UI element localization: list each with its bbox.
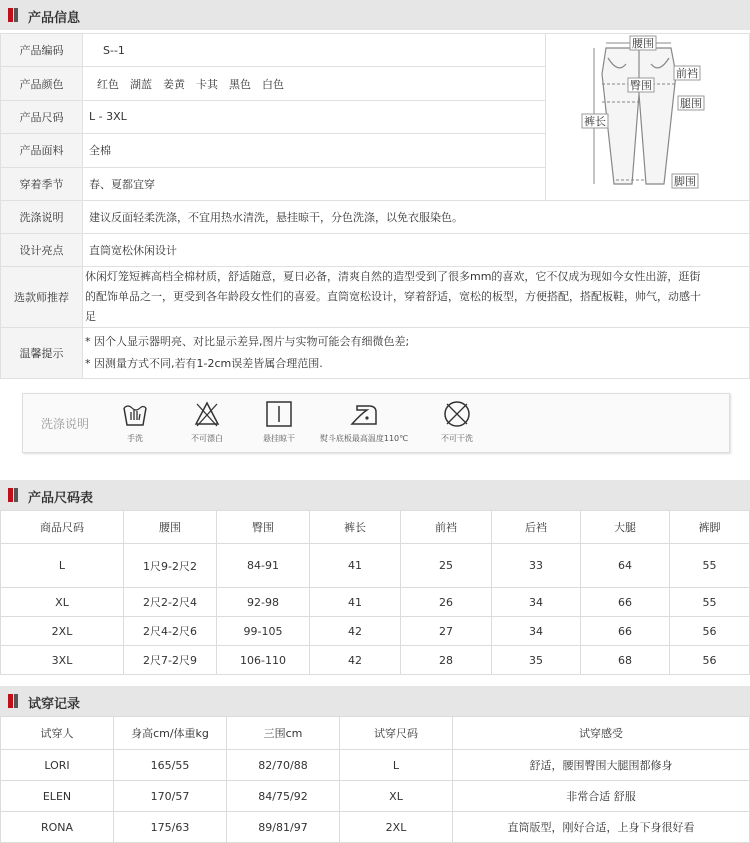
info-value: L - 3XL — [83, 100, 546, 133]
cell: 25 — [401, 544, 492, 588]
cell: 82/70/88 — [227, 750, 340, 781]
info-label: 产品颜色 — [1, 67, 83, 100]
cell: 106-110 — [217, 646, 310, 675]
size-col-header: 后裆 — [492, 511, 581, 544]
cell: L — [1, 544, 124, 588]
table-row — [1, 544, 750, 588]
wash-item — [259, 400, 299, 444]
size-chart-title: 产品尺码表 — [28, 491, 94, 506]
info-value: 直筒宽松休闲设计 — [83, 234, 750, 267]
wash-title: 洗涤说明 — [41, 417, 90, 431]
info-value: S--1 — [83, 34, 546, 67]
info-label: 产品编码 — [1, 34, 83, 67]
cell: 1尺9-2尺2 — [124, 544, 217, 588]
table-row — [1, 617, 750, 646]
info-row-design — [1, 234, 750, 267]
info-label: 洗涤说明 — [1, 201, 83, 234]
fitting-col-header: 试穿尺码 — [340, 717, 453, 750]
wash-caption: 熨斗底板最高温度110℃ — [319, 434, 409, 443]
fitting-header — [0, 686, 750, 716]
diagram-thigh: 腿围 — [680, 97, 702, 110]
cell: XL — [340, 781, 453, 812]
wash-caption: 悬挂晾干 — [263, 434, 295, 443]
red-marker-icon — [8, 694, 13, 708]
size-chart-header — [0, 480, 750, 510]
info-row-wash — [1, 201, 750, 234]
cell: 170/57 — [114, 781, 227, 812]
diagram-hip: 臀围 — [630, 79, 652, 92]
size-col-header: 臀围 — [217, 511, 310, 544]
fitting-col-header: 身高cm/体重kg — [114, 717, 227, 750]
notice-line: * 因测量方式不同,若有1-2cm误差皆属合理范围. — [85, 357, 323, 370]
cell: RONA — [1, 812, 114, 843]
diagram-front-rise: 前裆 — [676, 67, 698, 80]
fitting-col-header: 试穿感受 — [453, 717, 750, 750]
table-row — [1, 588, 750, 617]
cell: ELEN — [1, 781, 114, 812]
info-label: 设计亮点 — [1, 234, 83, 267]
cell: 非常合适 舒服 — [453, 781, 750, 812]
cell: 2尺7-2尺9 — [124, 646, 217, 675]
hand-wash-icon — [122, 400, 148, 428]
cell: 55 — [670, 544, 750, 588]
info-label: 产品面料 — [1, 134, 83, 167]
size-col-header: 大腿 — [581, 511, 670, 544]
cell: 2尺4-2尺6 — [124, 617, 217, 646]
info-value: 建议反面轻柔洗涤，不宜用热水清洗，悬挂晾干，分色洗涤，以免衣服染色。 — [83, 201, 750, 234]
size-col-header: 裤长 — [310, 511, 401, 544]
pants-diagram — [546, 34, 750, 201]
table-row — [1, 750, 750, 781]
cell: 56 — [670, 617, 750, 646]
gray-marker-icon — [14, 8, 18, 22]
cell: 33 — [492, 544, 581, 588]
size-col-header: 商品尺码 — [1, 511, 124, 544]
notice-line: * 因个人显示器明亮、对比显示差异,图片与实物可能会有细微色差; — [85, 335, 410, 348]
fitting-col-header: 试穿人 — [1, 717, 114, 750]
wash-caption: 手洗 — [127, 434, 143, 443]
cell: 34 — [492, 617, 581, 646]
cell: 64 — [581, 544, 670, 588]
product-info-table — [0, 33, 750, 379]
info-value: 休闲灯笼短裤高档全棉材质，舒适随意，夏日必备，清爽自然的造型受到了很多mm的喜欢，它不仅成为现如今女性出游，逛街的配饰单品之一，更受到各年龄段女性们的喜爱。直筒宽松设计，穿着舒适，宽松的板型，方便搭配，搭配板鞋，帅气，动感十足 — [83, 267, 750, 328]
product-info-title: 产品信息 — [28, 11, 81, 26]
fitting-title: 试穿记录 — [28, 697, 81, 712]
info-label: 选款师推荐 — [1, 267, 83, 328]
info-row-notice — [1, 328, 750, 379]
cell: 84-91 — [217, 544, 310, 588]
fitting-col-header: 三围cm — [227, 717, 340, 750]
cell: 99-105 — [217, 617, 310, 646]
cell: LORI — [1, 750, 114, 781]
wash-item — [185, 400, 229, 444]
cell: 41 — [310, 588, 401, 617]
cell: 2XL — [1, 617, 124, 646]
cell: 28 — [401, 646, 492, 675]
hang-dry-icon — [266, 400, 292, 428]
no-dry-clean-icon — [443, 400, 471, 428]
table-row — [1, 781, 750, 812]
cell: 41 — [310, 544, 401, 588]
wash-item — [435, 400, 479, 444]
wash-item — [115, 400, 155, 444]
wash-caption: 不可漂白 — [191, 434, 223, 443]
diagram-waist: 腰围 — [632, 37, 654, 50]
cell: 26 — [401, 588, 492, 617]
cell: 2尺2-2尺4 — [124, 588, 217, 617]
wash-caption: 不可干洗 — [441, 434, 473, 443]
cell: 直筒版型，刚好合适，上身下身很好看 — [453, 812, 750, 843]
info-value: 红色 湖蓝 姜黄 卡其 黑色 白色 — [83, 67, 546, 100]
cell: L — [340, 750, 453, 781]
cell: 175/63 — [114, 812, 227, 843]
cell: 165/55 — [114, 750, 227, 781]
pants-measure-icon — [546, 34, 749, 197]
diagram-length: 裤长 — [584, 115, 606, 128]
cell: 66 — [581, 617, 670, 646]
size-col-header: 腰围 — [124, 511, 217, 544]
cell: 2XL — [340, 812, 453, 843]
table-row — [1, 646, 750, 675]
info-label: 温馨提示 — [1, 328, 83, 379]
cell: 42 — [310, 617, 401, 646]
info-label: 产品尺码 — [1, 100, 83, 133]
fitting-table — [0, 716, 750, 843]
cell: 92-98 — [217, 588, 310, 617]
gray-marker-icon — [14, 694, 18, 708]
info-row-recommend — [1, 267, 750, 328]
diagram-hem: 脚围 — [674, 175, 696, 188]
cell: 55 — [670, 588, 750, 617]
size-header-row — [1, 511, 750, 544]
red-marker-icon — [8, 8, 13, 22]
wash-instructions-panel — [22, 393, 730, 453]
cell: 42 — [310, 646, 401, 675]
cell: 27 — [401, 617, 492, 646]
gray-marker-icon — [14, 488, 18, 502]
fitting-header-row — [1, 717, 750, 750]
cell: 舒适，腰围臀围大腿围都修身 — [453, 750, 750, 781]
info-label: 穿着季节 — [1, 167, 83, 200]
info-row-code — [1, 34, 750, 67]
cell: 66 — [581, 588, 670, 617]
cell: 56 — [670, 646, 750, 675]
cell: XL — [1, 588, 124, 617]
info-value: 全棉 — [83, 134, 546, 167]
size-col-header: 裤脚 — [670, 511, 750, 544]
cell: 35 — [492, 646, 581, 675]
iron-icon — [349, 400, 379, 428]
cell: 68 — [581, 646, 670, 675]
size-col-header: 前裆 — [401, 511, 492, 544]
cell: 84/75/92 — [227, 781, 340, 812]
size-chart-table — [0, 510, 750, 675]
cell: 34 — [492, 588, 581, 617]
product-info-header — [0, 0, 750, 30]
cell: 89/81/97 — [227, 812, 340, 843]
wash-item — [319, 400, 409, 444]
info-value: 春、夏都宜穿 — [83, 167, 546, 200]
no-bleach-icon — [194, 400, 220, 428]
table-row — [1, 812, 750, 843]
red-marker-icon — [8, 488, 13, 502]
cell: 3XL — [1, 646, 124, 675]
